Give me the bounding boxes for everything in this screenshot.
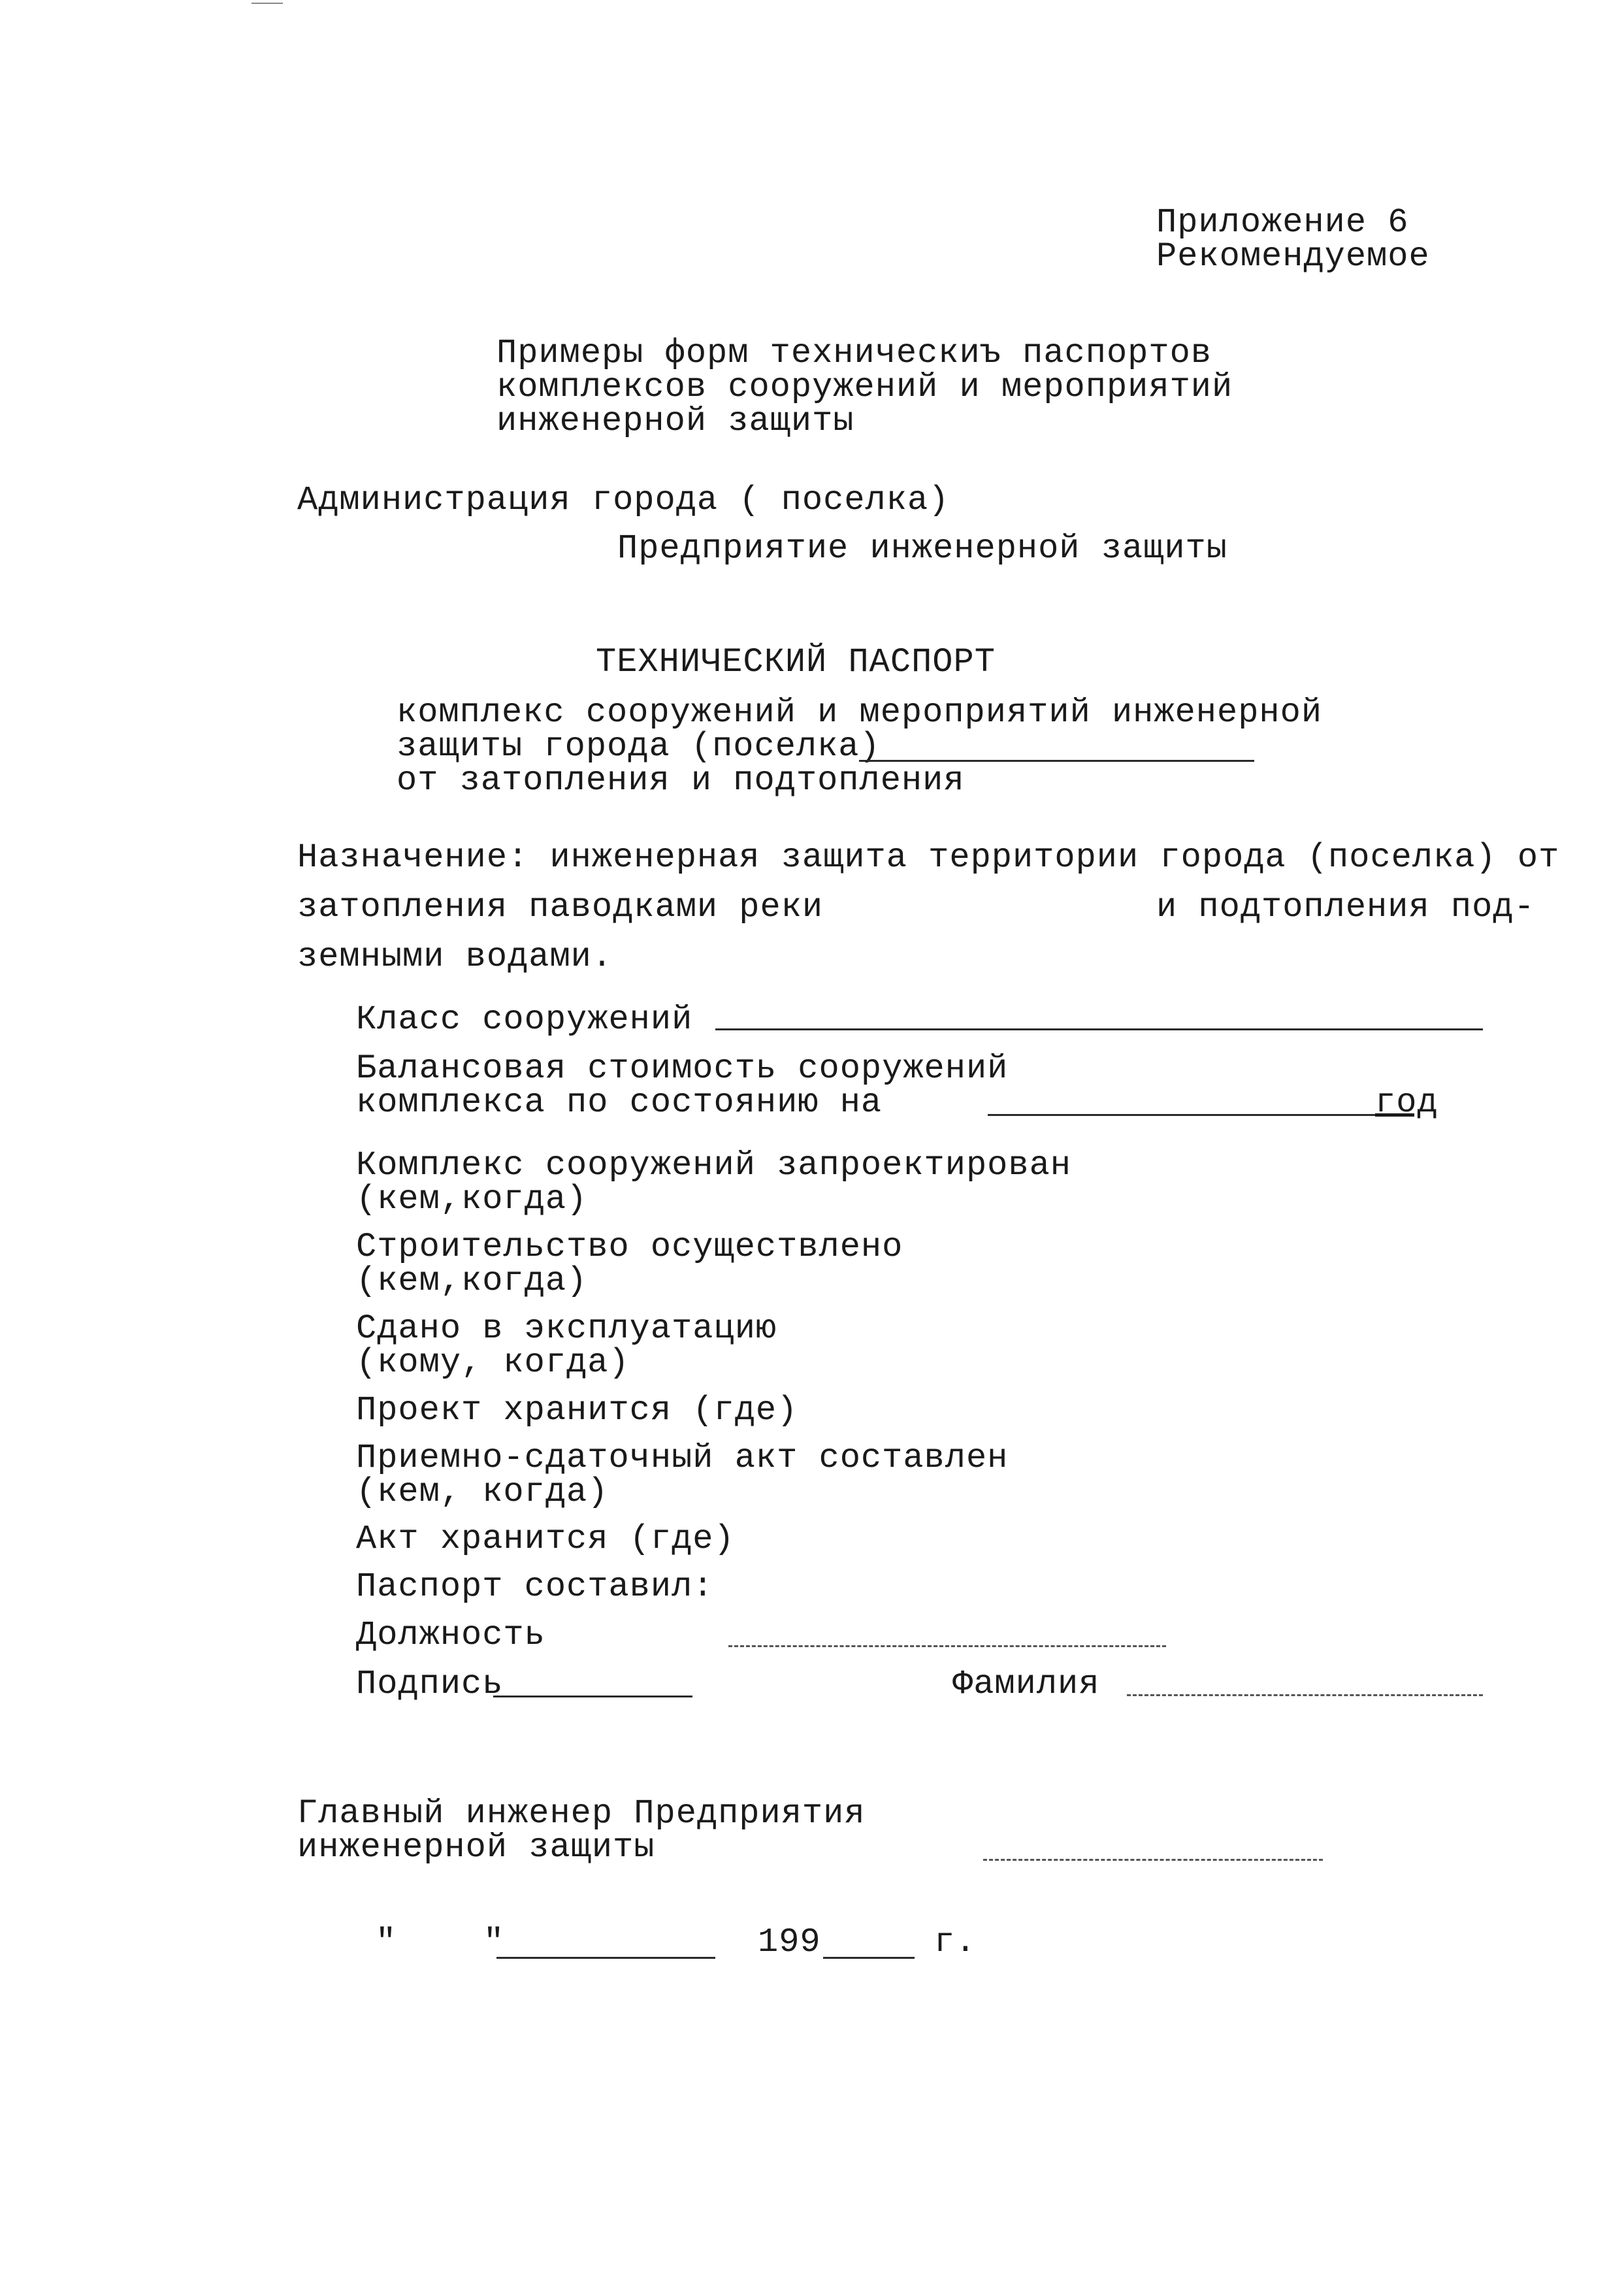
passport-subtitle-3: от затопления и подтопления [397, 761, 965, 800]
purpose-line-2b: и подтопления под- [1156, 888, 1535, 926]
balance-field-label-1: Балансовая стоимость сооружений [356, 1049, 1009, 1088]
act-stored-label: Акт хранится (где) [356, 1520, 735, 1558]
signature-label: Подпись [356, 1665, 504, 1703]
acceptance-label-1: Приемно-сдаточный акт составлен [356, 1439, 1009, 1477]
passport-subtitle-2: защиты города (поселка) [397, 727, 881, 766]
balance-date-line [988, 1114, 1386, 1116]
purpose-line-3: земными водами. [297, 938, 613, 976]
handed-label-1: Сдано в эксплуатацию [356, 1309, 777, 1348]
class-field-line [715, 1028, 1483, 1030]
examples-title-line-1: Примеры форм техническиъ паспортов [496, 334, 1212, 372]
designed-label-2: (кем,когда) [356, 1180, 588, 1219]
project-stored-label: Проект хранится (где) [356, 1391, 798, 1430]
date-quote-open: " [376, 1923, 397, 1961]
date-month-line [496, 1957, 715, 1959]
balance-field-label-2: комплекса по состоянию на [356, 1083, 883, 1122]
handed-label-2: (кому, когда) [356, 1343, 630, 1382]
passport-subtitle-1: комплекс сооружений и мероприятий инженерной [397, 693, 1323, 732]
passport-title: ТЕХНИЧЕСКИЙ ПАСПОРТ [596, 643, 996, 681]
surname-line [1127, 1694, 1483, 1696]
enterprise-label: Предприятие инженерной защиты [617, 529, 1227, 568]
balance-year-label: год [1375, 1083, 1438, 1122]
appendix-label: Приложение 6 [1156, 203, 1409, 242]
surname-label: Фамилия [952, 1665, 1100, 1703]
scan-mark [252, 3, 283, 4]
recommended-label: Рекомендуемое [1156, 237, 1430, 276]
date-year-suffix: г. [934, 1923, 977, 1961]
purpose-line-1: Назначение: инженерная защита территории города (поселка) от [297, 838, 1560, 877]
signature-line [493, 1696, 692, 1697]
examples-title-line-2: комплексов сооружений и мероприятий [496, 368, 1233, 406]
designed-label-1: Комплекс сооружений запроектирован [356, 1146, 1071, 1185]
position-line [728, 1645, 1166, 1647]
chief-label-2: инженерной защиты [297, 1828, 655, 1867]
examples-title-line-3: инженерной защиты [496, 402, 854, 440]
date-year-line [823, 1957, 915, 1959]
position-label: Должность [356, 1616, 545, 1654]
acceptance-label-2: (кем, когда) [356, 1473, 609, 1511]
date-quote-close: " [483, 1923, 505, 1961]
compiled-by-label: Паспорт составил: [356, 1567, 714, 1606]
purpose-line-2a: затопления паводками реки [297, 888, 824, 926]
administration-label: Администрация города ( поселка) [297, 481, 950, 519]
date-year-prefix: 199 [758, 1923, 821, 1961]
built-label-1: Строительство осуществлено [356, 1228, 903, 1266]
built-label-2: (кем,когда) [356, 1262, 588, 1300]
chief-label-1: Главный инженер Предприятия [297, 1794, 866, 1833]
chief-signature-line [983, 1859, 1323, 1861]
class-field-label: Класс сооружений [356, 1000, 693, 1039]
